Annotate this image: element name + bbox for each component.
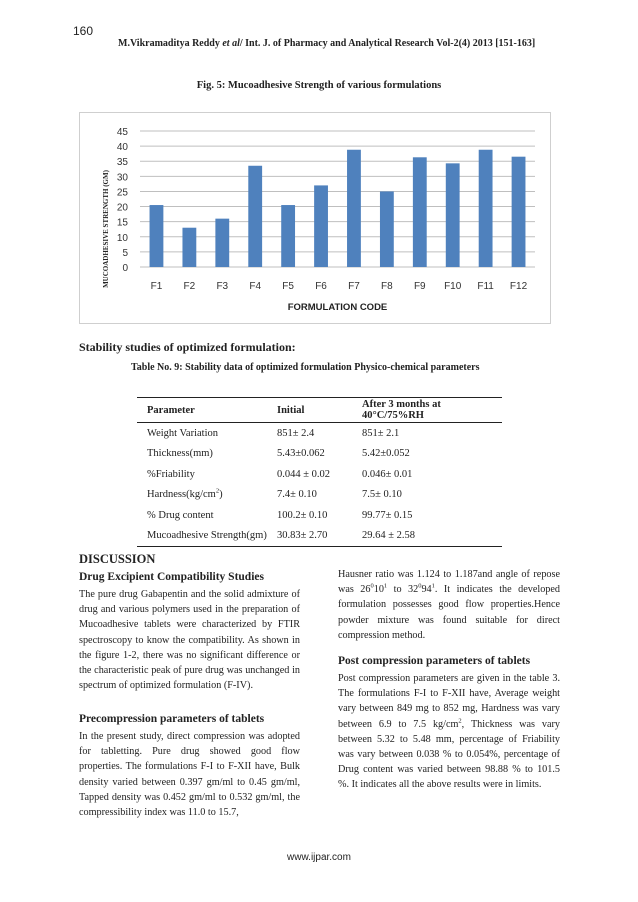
header-parameter: Parameter [137, 398, 267, 423]
cell-after: 7.5± 0.10 [362, 489, 402, 501]
x-axis-title: FORMULATION CODE [287, 302, 388, 313]
cell-parameter: %Friability [147, 468, 195, 480]
hardness-label: Hardness(kg/cm [147, 489, 216, 501]
table-row [137, 464, 502, 485]
bar [446, 163, 460, 267]
postcompression-paragraph [338, 671, 560, 793]
cell-parameter: % Drug content [147, 509, 214, 521]
table-row [137, 444, 502, 465]
y-tick-label: 0 [122, 263, 128, 274]
precompression-heading: Precompression parameters of tablets [79, 713, 265, 725]
running-header [118, 38, 535, 49]
x-tick-label: F12 [509, 281, 528, 292]
table-header-row [137, 398, 502, 423]
precompression-paragraph: In the present study, direct compression was adopted for tabletting. Pure drug showed good flow properties. The formulations F-I to F-XII have, Bulk density varied between 0.397 gm/ml to 0.45 gm/ml, Tapped density was 0.452 gm/ml to 0.532 gm/ml, the compressibility index was 11.0 to 15.7, [79, 731, 300, 819]
x-tick-label: F7 [348, 281, 360, 292]
cell-after: 5.42±0.052 [362, 448, 410, 460]
stability-table [137, 397, 502, 547]
header-initial: Initial [267, 398, 352, 423]
text-run: . It indicates the developed formulation possesses good flow properties.Hence powder mixture was found suitable for direct compression method. [338, 584, 560, 641]
cell-initial: 7.4± 0.10 [277, 489, 317, 501]
header-et-al: et al [222, 38, 240, 49]
y-tick-label: 25 [116, 187, 128, 199]
y-tick-label: 5 [122, 247, 128, 259]
discussion-heading: DISCUSSION [79, 552, 156, 566]
hardness-sup: 2 [215, 487, 220, 495]
bar [248, 166, 262, 267]
chart-container [79, 112, 551, 324]
x-tick-label: F1 [150, 281, 163, 292]
x-tick-label: F6 [315, 281, 327, 292]
y-tick-label: 35 [116, 157, 128, 169]
text-run: 10 [373, 584, 384, 596]
cell-initial: 851± 2.4 [277, 427, 315, 439]
cell-parameter: Weight Variation [147, 427, 218, 439]
cell-parameter [137, 485, 267, 506]
header-journal: / Int. J. of Pharmacy and Analytical Research Vol-2(4) 2013 [151-163] [239, 38, 536, 49]
y-axis-title: MUCOADHESIVE STRENGTH (GM) [102, 170, 110, 288]
bar [215, 219, 229, 267]
x-tick-label: F9 [413, 281, 426, 292]
mucoadhesive-bar-chart [80, 113, 550, 323]
cell-after: 0.046± 0.01 [362, 468, 413, 480]
x-tick-label: F11 [477, 281, 494, 292]
text-run: 94 [421, 584, 432, 596]
y-tick-label: 40 [116, 142, 128, 154]
x-tick-label: F4 [249, 281, 262, 292]
text-run: Post compression parameters are given in the table 3. The formulations F-I to F-XII have, Average weight vary between 849 mg to 852 mg, Hardness was vary between 6.9 to 7.5 kg/cm [338, 673, 560, 730]
superscript: 0 [370, 582, 374, 590]
header-authors: M.Vikramaditya Reddy [118, 38, 220, 49]
cell-parameter: Thickness(mm) [147, 448, 213, 460]
x-tick-label: F3 [216, 281, 229, 292]
text-run: to 32 [387, 584, 419, 596]
bar [512, 157, 526, 267]
superscript: 0 [418, 582, 422, 590]
cell-after: 851± 2.1 [362, 427, 400, 439]
bar [347, 150, 361, 267]
x-tick-label: F10 [444, 281, 462, 292]
hausner-paragraph [338, 567, 560, 643]
compatibility-paragraph: The pure drug Gabapentin and the solid admixture of drug and various polymers used in the preparation of Mucoadhesive tablets were characterized by FTIR spectroscopy to know the compatibility. As shown in the figure 1-2, there was no significant difference or the characteristic peak of pure drug was unchanged in spectrum of optimized formulation (F-IV). [79, 589, 300, 692]
hardness-label-end: ) [219, 489, 223, 501]
cell-initial: 30.83± 2.70 [267, 526, 352, 547]
bar [413, 157, 427, 267]
x-tick-label: F8 [381, 281, 393, 292]
footer-url: www.ijpar.com [287, 852, 351, 863]
compatibility-heading: Drug Excipient Compatibility Studies [79, 571, 264, 583]
cell-initial: 100.2± 0.10 [277, 509, 328, 521]
y-tick-label: 45 [116, 127, 128, 138]
table-row [137, 526, 502, 547]
superscript: 1 [431, 582, 435, 590]
y-tick-label: 10 [116, 232, 128, 244]
y-tick-label: 20 [116, 202, 128, 214]
table-caption: Table No. 9: Stability data of optimized formulation Physico-chemical parameters [131, 362, 480, 373]
superscript: 1 [383, 582, 388, 590]
text-run: Hausner ratio was 1.124 to 1.187and angle of repose was 26 [338, 569, 560, 596]
header-after: After 3 months at 40°C/75%RH [352, 398, 502, 423]
table-row [137, 505, 502, 526]
stability-section-title: Stability studies of optimized formulation: [79, 340, 296, 354]
cell-after: 99.77± 0.15 [362, 509, 413, 521]
text-run: , Thickness was vary between 5.32 to 5.48 mm, percentage of Friability was vary between 0.038 % to 0.054%, percentage of Drug content was varied between 98.88 % to 101.5 %. It indicates all the above results were in limits. [338, 718, 560, 791]
x-tick-label: F5 [282, 281, 294, 292]
bar [150, 205, 164, 267]
superscript: 2 [458, 717, 462, 725]
x-tick-label: F2 [183, 281, 196, 292]
table-row [137, 423, 502, 444]
y-tick-label: 15 [116, 217, 128, 229]
page-number: 160 [73, 24, 94, 38]
bar [479, 150, 493, 267]
cell-parameter: Mucoadhesive Strength(gm) [137, 526, 267, 547]
postcompression-heading: Post compression parameters of tablets [338, 655, 531, 667]
y-tick-label: 30 [116, 172, 128, 184]
bar [281, 205, 295, 267]
bar [380, 191, 394, 267]
table-row [137, 485, 502, 506]
bar [182, 228, 196, 267]
cell-initial: 5.43±0.062 [277, 448, 325, 460]
cell-after: 29.64 ± 2.58 [352, 526, 502, 547]
figure-caption: Fig. 5: Mucoadhesive Strength of various formulations [196, 80, 442, 91]
cell-initial: 0.044 ± 0.02 [277, 468, 331, 480]
bar [314, 185, 328, 267]
